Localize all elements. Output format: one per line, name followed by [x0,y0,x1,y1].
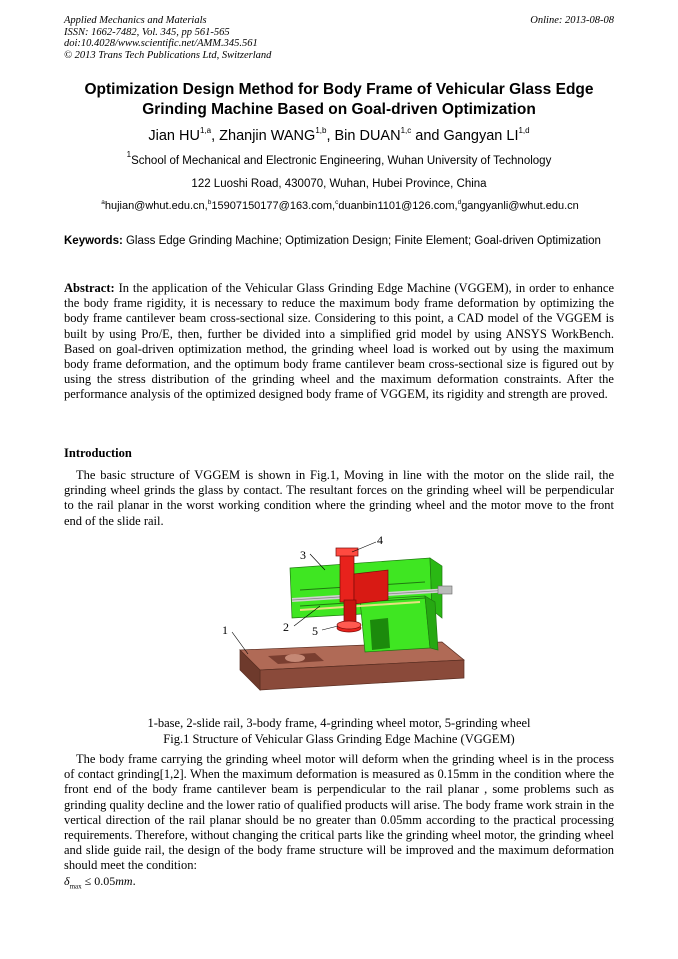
keywords-label: Keywords: [64,235,123,247]
formula-relation: ≤ 0.05 [81,873,116,888]
author-name: Jian HU [148,128,200,144]
email-sup: c [335,199,339,206]
paper-title: Optimization Design Method for Body Frame of Vehicular Glass Edge Grinding Machine Based on Goal-driven Optimization [84,81,594,118]
base-part [240,642,464,690]
figure-caption: Fig.1 Structure of Vehicular Glass Grinding Edge Machine (VGGEM) [163,732,515,746]
intro-paragraph-1: The basic structure of VGGEM is shown in Fig.1, Moving in line with the motor on the slide rail, the grinding wheel grinds the glass by contact. The resultant forces on the grinding wheel will be perpendicular to the rail planar in the worst working condition where the grinding wheel and the motor move to the front end of the slide rail. [64,468,614,528]
intro-paragraph-2-text: The body frame carrying the grinding wheel motor will deform when the grinding wheel is in the process of contact grinding[1,2]. When the maximum deformation is measured as 0.15mm in the condition where the front end of the body frame cantilever beam is perpendicular to the rail planar , some problems such as grinding quality decline and the lower ratio of qualified products will arise. The body frame work strain in the vertical direction of the rail planar should be no greater than 0.05mm according to the practical processing requirements. Therefore, without changing the critical parts like the grinding wheel motor, the grinding wheel and slide guide rail, the design of the body frame structure will be improved and the maximum deformation should meet the condition: [64,752,614,873]
abstract-label: Abstract: [64,281,115,295]
author-name: Gangyan LI [443,128,519,144]
journal-header [64,15,444,61]
author-name: Bin DUAN [334,128,401,144]
email-sup: d [457,199,462,206]
keywords [64,234,614,248]
vggem-structure-figure [220,530,470,710]
email-link[interactable]: gangyanli@whut.edu.cn [461,200,579,212]
formula-subscript: max [69,882,82,891]
email-sup: a [101,199,105,206]
issn-line: ISSN: 1662-7482, Vol. 345, pp 561-565 [64,26,230,38]
author-sup: 1,b [315,126,327,135]
affiliation-line-2: 122 Luoshi Road, 430070, Wuhan, Hubei Province, China [191,178,487,190]
part-label: 1 [222,623,228,637]
author-and: and [411,128,444,144]
formula-symbol: δ [64,873,70,888]
figure-legend: 1-base, 2-slide rail, 3-body frame, 4-grinding wheel motor, 5-grinding wheel [147,716,531,730]
part-label: 5 [312,624,318,638]
email-link[interactable]: hujian@whut.edu.cn [104,200,205,212]
part-label: 3 [300,548,306,562]
copyright-line: © 2013 Trans Tech Publications Ltd, Switzerland [64,49,272,61]
journal-name: Applied Mechanics and Materials [64,15,207,26]
part-label: 4 [377,533,383,547]
part-label: 2 [283,620,289,634]
abstract [64,281,614,403]
affiliation-text: School of Mechanical and Electronic Engineering, Wuhan University of Technology [131,155,552,167]
email-link[interactable]: duanbin1101@126.com [338,200,455,212]
author-name: Zhanjin WANG [219,128,316,144]
affiliation-line-1 [64,150,614,167]
intro-paragraph-2 [64,752,614,894]
author-separator: , [211,128,220,144]
formula-unit: mm [115,873,133,888]
abstract-text: In the application of the Vehicular Glass Grinding Edge Machine (VGGEM), in order to enhance the body frame rigidity, it is necessary to reduce the maximum body frame deformation by optimizing the body frame cantilever beam cross-sectional size. Considering to this point, a CAD model of the VGGEM is built by using Pro/E, then, further be divided into a simplified grid model by using ANSYS WorkBench. Based on goal-driven optimization method, the grinding wheel load is worked out by using the maximum body frame deformation, and the optimum body frame cantilever beam cross-sectional size is figured out by using the stress distribution of the grinding wheel and the maximum deformation constraints. After the performance analysis of the optimized designed body frame of VGGEM, its rigidity and strength are proved. [64,281,614,402]
affiliation-sup: 1 [126,150,132,159]
keywords-text: Glass Edge Grinding Machine; Optimization Design; Finite Element; Goal-driven Optimization [122,235,601,247]
deformation-formula [64,873,133,891]
email-list: $^a$hujian@whut.edu.cn,$^b$15907150177@163.com,$^c$duanbin1101@126.com,$^d$gangyanli@whut.edu.cn [101,199,579,212]
doi-line: doi:10.4028/www.scientific.net/AMM.345.561 [64,38,258,49]
author-sup: 1,c [400,126,412,135]
section-heading-introduction: Introduction [64,446,132,460]
author-separator: , [326,128,335,144]
formula-tail: . [132,873,136,888]
author-sup: 1,a [199,126,212,135]
email-link[interactable]: 15907150177@163.com [211,200,333,212]
author-list [64,128,614,144]
email-sup: b [207,199,212,206]
author-sup: 1,d [518,126,530,135]
online-date: Online: 2013-08-08 [530,15,614,26]
grinding-wheel-part [337,621,361,632]
